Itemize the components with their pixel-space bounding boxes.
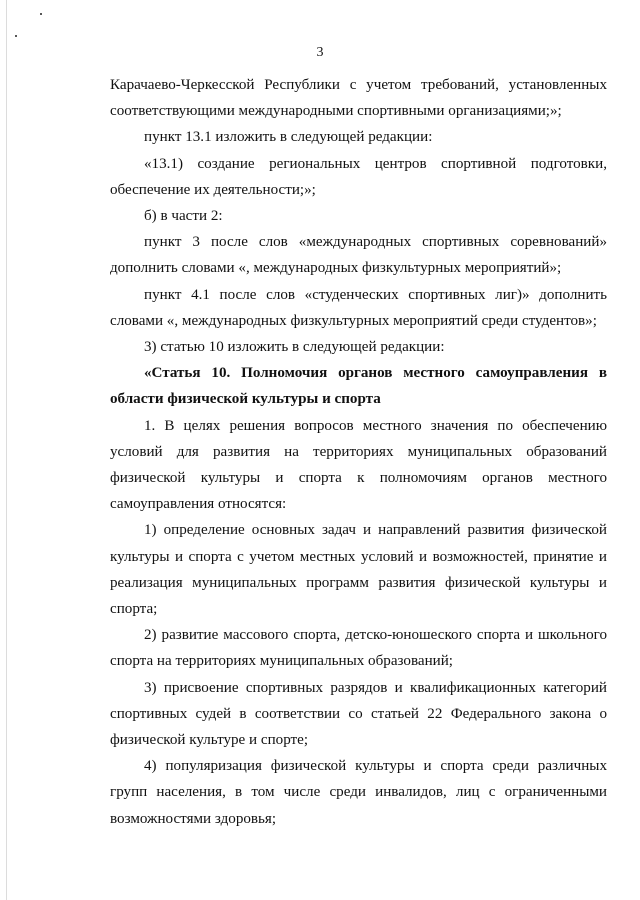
paragraph: «13.1) создание региональных центров спортивной подготовки, обеспечение их деятельности;»;	[110, 155, 607, 198]
article-heading: «Статья 10. Полномочия органов местного самоуправления в области физической культуры и спорта	[110, 365, 607, 408]
scan-artifact	[40, 13, 42, 15]
paragraph: пункт 4.1 после слов «студенческих спортивных лиг)» дополнить словами «, международных физкультурных мероприятий среди студентов»;	[110, 286, 607, 329]
paragraph: 1. В целях решения вопросов местного значения по обеспечению условий для развития на территориях муниципальных образований физической культуры и спорта к полномочиям органов местного самоуправления относятся:	[110, 417, 607, 513]
paragraph: Карачаево-Черкесской Республики с учетом требований, установленных соответствующими международными спортивными организациями;»;	[110, 77, 607, 120]
page-edge	[6, 0, 7, 900]
list-item: 1) определение основных задач и направлений развития физической культуры и спорта с учетом местных условий и возможностей, принятие и реализация муниципальных программ развития физической культуры и спорта;	[110, 522, 607, 618]
list-item: 4) популяризация физической культуры и спорта среди различных групп населения, в том числе среди инвалидов, лиц с ограниченными возможностями здоровья;	[110, 758, 607, 827]
scan-artifact	[15, 35, 17, 37]
document-body	[110, 72, 607, 832]
paragraph: б) в части 2:	[144, 208, 223, 225]
list-item: 2) развитие массового спорта, детско-юношеского спорта и школьного спорта на территориях муниципальных образований;	[110, 627, 607, 670]
paragraph: пункт 3 после слов «международных спортивных соревнований» дополнить словами «, международных физкультурных мероприятий»;	[110, 234, 607, 277]
page-number: 3	[316, 45, 324, 60]
paragraph: 3) статью 10 изложить в следующей редакции:	[144, 339, 445, 356]
list-item: 3) присвоение спортивных разрядов и квалификационных категорий спортивных судей в соответствии со статьей 22 Федерального закона о физической культуре и спорте;	[110, 679, 607, 749]
paragraph: пункт 13.1 изложить в следующей редакции:	[144, 129, 433, 146]
